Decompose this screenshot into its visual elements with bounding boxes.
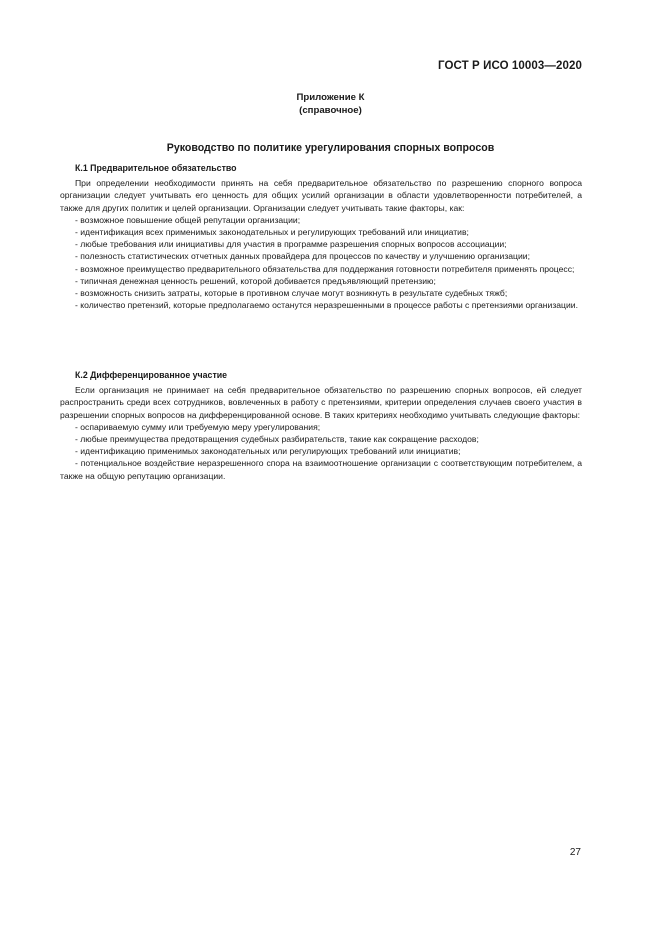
list-item: - полезность статистических отчетных данных провайдера для процессов по качеству и улучшению организации; xyxy=(75,251,530,262)
page-number: 27 xyxy=(569,847,581,858)
list-item: - потенциальное воздействие неразрешенного спора на взаимоотношение организации с соответствующим потребителем, а также на общую репутацию организации. xyxy=(60,458,582,481)
list-item: - оспариваемую сумму или требуемую меру урегулирования; xyxy=(75,421,321,432)
section-k2 xyxy=(60,369,582,482)
annex-title: Приложение К xyxy=(296,92,365,103)
section-intro: Если организация не принимает на себя предварительное обязательство по разрешению спорных вопросов, ей следует распространить среди всех сотрудников, вовлеченных в работу с претензиями, критерии определения случаев своего участия в разрешении спорных вопросов на дифференцированной основе. В таких критериях необходимо учитывать следующие факторы: xyxy=(60,385,582,420)
section-k1 xyxy=(60,162,582,311)
annex-subtitle: (справочное) xyxy=(299,105,362,116)
list-item: - количество претензий, которые предполагаемо останутся неразрешенными в процессе работы с претензиями организации. xyxy=(75,300,578,311)
annex-heading xyxy=(0,91,661,117)
list-item: - возможность снизить затраты, которые в противном случае могут возникнуть в результате судебных тяжб; xyxy=(75,288,508,299)
list-item: - любые преимущества предотвращения судебных разбирательств, такие как сокращение расходов; xyxy=(75,434,479,445)
list-item: - возможное преимущество предварительного обязательства для поддержания готовности потребителя применять процесс; xyxy=(75,263,575,274)
section-heading: К.2 Дифференцированное участие xyxy=(75,370,228,380)
list-item: - идентификация всех применимых законодательных и регулирующих требований или инициатив; xyxy=(75,227,469,238)
section-heading: К.1 Предварительное обязательство xyxy=(75,163,237,173)
document-code: ГОСТ Р ИСО 10003—2020 xyxy=(437,60,582,72)
list-item: - идентификацию применимых законодательных или регулирующих требований или инициатив; xyxy=(75,446,461,457)
section-intro: При определении необходимости принять на себя предварительное обязательство по разрешению спорного вопроса организации следует учитывать его ценность для общих усилий организации в области удовлетворенности потребителей, а также для других политик и целей организации. Организации следует учитывать такие факторы, как: xyxy=(60,178,582,213)
list-item: - любые требования или инициативы для участия в программе разрешения спорных вопросов ассоциации; xyxy=(75,239,507,250)
list-item: - возможное повышение общей репутации организации; xyxy=(75,214,301,225)
list-item: - типичная денежная ценность решений, которой добивается предъявляющий претензию; xyxy=(75,275,436,286)
main-title: Руководство по политике урегулирования спорных вопросов xyxy=(166,142,495,154)
